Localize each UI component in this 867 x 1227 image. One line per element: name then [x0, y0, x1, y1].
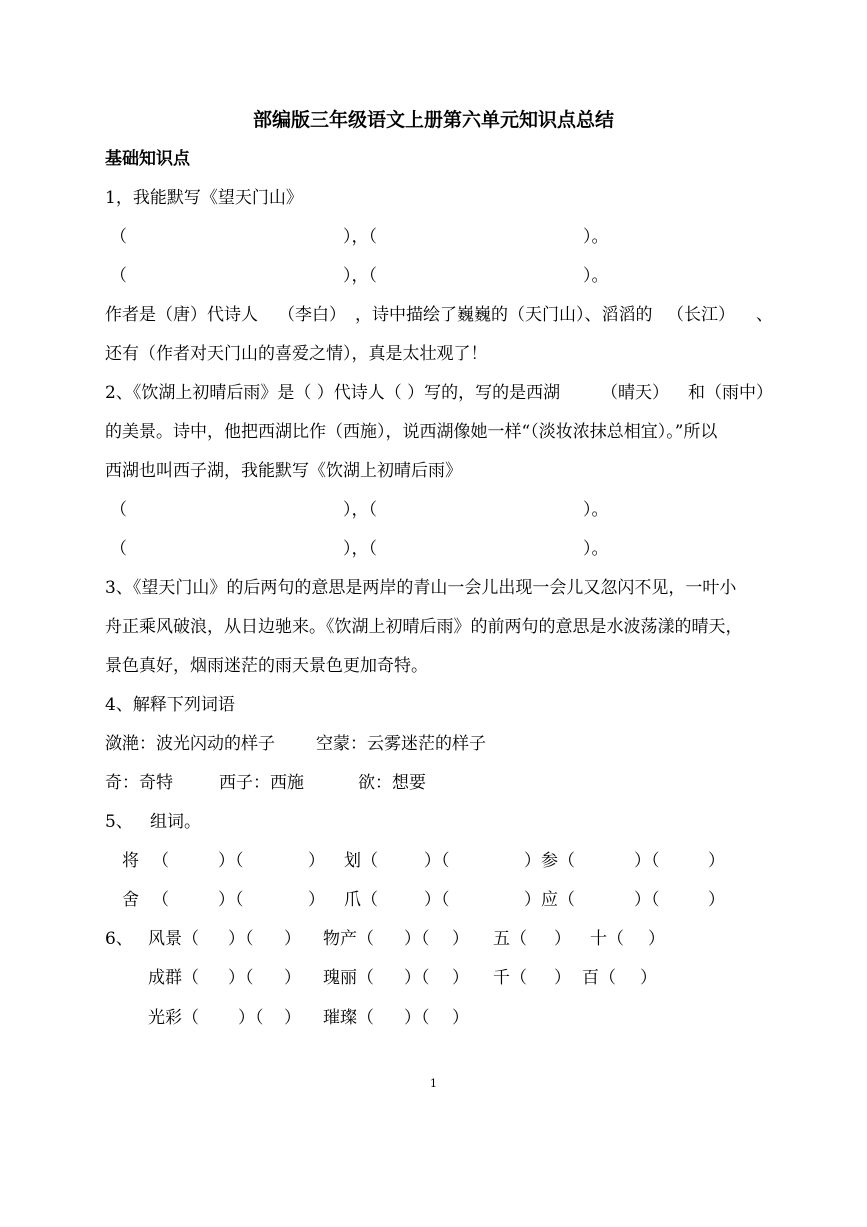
q1-author-line-d: （长江）	[667, 305, 735, 325]
q2-blank-row-2-end: ）。	[583, 539, 609, 559]
q6-row-1-p6: ）	[648, 929, 665, 949]
q2-blank-row-1-end: ）。	[583, 500, 609, 520]
q1-closing-line: 还有（作者对天门山的喜爱之情），真是太壮观了！	[105, 344, 488, 364]
q6-row-3-word-2: 璀璨（	[323, 1008, 374, 1028]
q5-row-1-p4: ）（	[424, 851, 450, 871]
q6-row-1-char-2: 十（	[590, 929, 624, 949]
q4-definition-5: 欲：想要	[358, 773, 426, 793]
q6-row-3-p1: ）（	[238, 1008, 264, 1028]
q4-definition-3: 奇：奇特	[105, 773, 173, 793]
q5-row-1-p1: （	[152, 851, 169, 871]
q6-number: 6、	[105, 929, 133, 949]
q4-definition-1: 潋滟：波光闪动的样子	[105, 734, 275, 754]
q2-blank-row-2-mid: ），（	[343, 539, 377, 559]
q5-heading: 组词。	[150, 812, 201, 832]
q3-line-1: 3、《望天门山》的后两句的意思是两岸的青山一会儿出现一会儿又忽闪不见，一叶小	[105, 578, 737, 598]
q1-author-line-c: ，诗中描绘了巍巍的（天门山）、滔滔的	[355, 305, 653, 325]
q5-row-1-p2: ）（	[218, 851, 244, 871]
q1-blank-row-2-open: （	[110, 266, 127, 286]
q5-row-1-p5: ）（	[634, 851, 660, 871]
q6-row-1-word-1: 风景（	[148, 929, 199, 949]
q2-line-1-a: 2、《饮湖上初晴后雨》是（ ）代诗人（ ）写的，写的是西湖	[105, 383, 561, 403]
q6-row-3-word-1: 光彩（	[148, 1008, 199, 1028]
q4-definition-4: 西子：西施	[219, 773, 304, 793]
q1-author-line-a: 作者是（唐）代诗人	[105, 305, 258, 325]
q6-row-2-p4: ）	[452, 968, 469, 988]
q1-blank-row-1-open: （	[110, 227, 127, 247]
q6-row-1-p2: ）	[284, 929, 301, 949]
q5-row-2-p5: ）（	[634, 890, 660, 910]
q2-line-1-c: 和（雨中）	[688, 383, 773, 403]
q6-row-1-word-2: 物产（	[323, 929, 374, 949]
q5-row-2-p2: ）（	[218, 890, 244, 910]
q1-blank-row-2-mid: ），（	[343, 266, 377, 286]
q6-row-2-p3: ）（	[404, 968, 430, 988]
q6-row-2-word-1: 成群（	[148, 968, 199, 988]
q6-row-2-word-2: 瑰丽（	[323, 968, 374, 988]
q2-line-2: 的美景。诗中，他把西湖比作（西施），说西湖像她一样“（淡妆浓抹总相宜）。”所以	[105, 422, 718, 442]
q6-row-2-p6: ）	[640, 968, 657, 988]
document-title: 部编版三年级语文上册第六单元知识点总结	[252, 109, 614, 131]
q6-row-2-p5: ）	[554, 968, 571, 988]
q6-row-1-p3: ）（	[404, 929, 430, 949]
q2-line-1-b: （晴天）	[601, 383, 669, 403]
q5-row-1-p3: ）	[308, 851, 325, 871]
q1-blank-row-1-mid: ），（	[343, 227, 377, 247]
q3-line-3: 景色真好，烟雨迷茫的雨天景色更加奇特。	[105, 656, 428, 676]
q2-line-3: 西湖也叫西子湖，我能默写《饮湖上初晴后雨》	[105, 461, 462, 481]
q1-blank-row-2-end: ）。	[583, 266, 609, 286]
q2-blank-row-1-mid: ），（	[343, 500, 377, 520]
q5-row-2-char-2: 爪（	[344, 890, 378, 910]
q6-row-3-p4: ）	[452, 1008, 469, 1028]
q5-number: 5、	[105, 812, 133, 832]
q6-row-3-p2: ）	[284, 1008, 301, 1028]
q5-row-2-p1: （	[152, 890, 169, 910]
q5-row-2-char-1: 舍	[122, 890, 139, 910]
q5-row-1-char-1: 将	[122, 851, 139, 871]
q4-definition-2: 空蒙：云雾迷茫的样子	[316, 734, 486, 754]
q6-row-1-p5: ）	[554, 929, 571, 949]
q1-author-line-e: 、	[756, 305, 773, 325]
q5-row-1-p6: ）	[708, 851, 725, 871]
q1-heading: 1，我能默写《望天门山》	[105, 188, 303, 208]
q5-row-2-p3: ）	[308, 890, 325, 910]
page-number: 1	[430, 1077, 437, 1090]
q2-blank-row-1-open: （	[110, 500, 127, 520]
q5-row-1-char-3: ）参（	[524, 851, 575, 871]
q2-blank-row-2-open: （	[110, 539, 127, 559]
q6-row-3-p3: ）（	[404, 1008, 430, 1028]
q6-row-1-p1: ）（	[228, 929, 254, 949]
q6-row-2-char-1: 千（	[493, 968, 527, 988]
q5-row-1-char-2: 划（	[344, 851, 378, 871]
q1-blank-row-1-end: ）。	[583, 227, 609, 247]
q6-row-1-char-1: 五（	[493, 929, 527, 949]
q5-row-2-p4: ）（	[424, 890, 450, 910]
q1-author-line-b: （李白）	[278, 305, 346, 325]
q3-line-2: 舟正乘风破浪，从日边驰来。《饮湖上初晴后雨》的前两句的意思是水波荡漾的晴天，	[105, 617, 743, 637]
section-heading: 基础知识点	[105, 149, 190, 169]
q6-row-2-p1: ）（	[228, 968, 254, 988]
q4-heading: 4、解释下列词语	[105, 695, 235, 715]
q6-row-2-p2: ）	[284, 968, 301, 988]
q6-row-1-p4: ）	[452, 929, 469, 949]
q6-row-2-char-2: 百（	[582, 968, 616, 988]
q5-row-2-p6: ）	[708, 890, 725, 910]
q5-row-2-char-3: ）应（	[524, 890, 575, 910]
